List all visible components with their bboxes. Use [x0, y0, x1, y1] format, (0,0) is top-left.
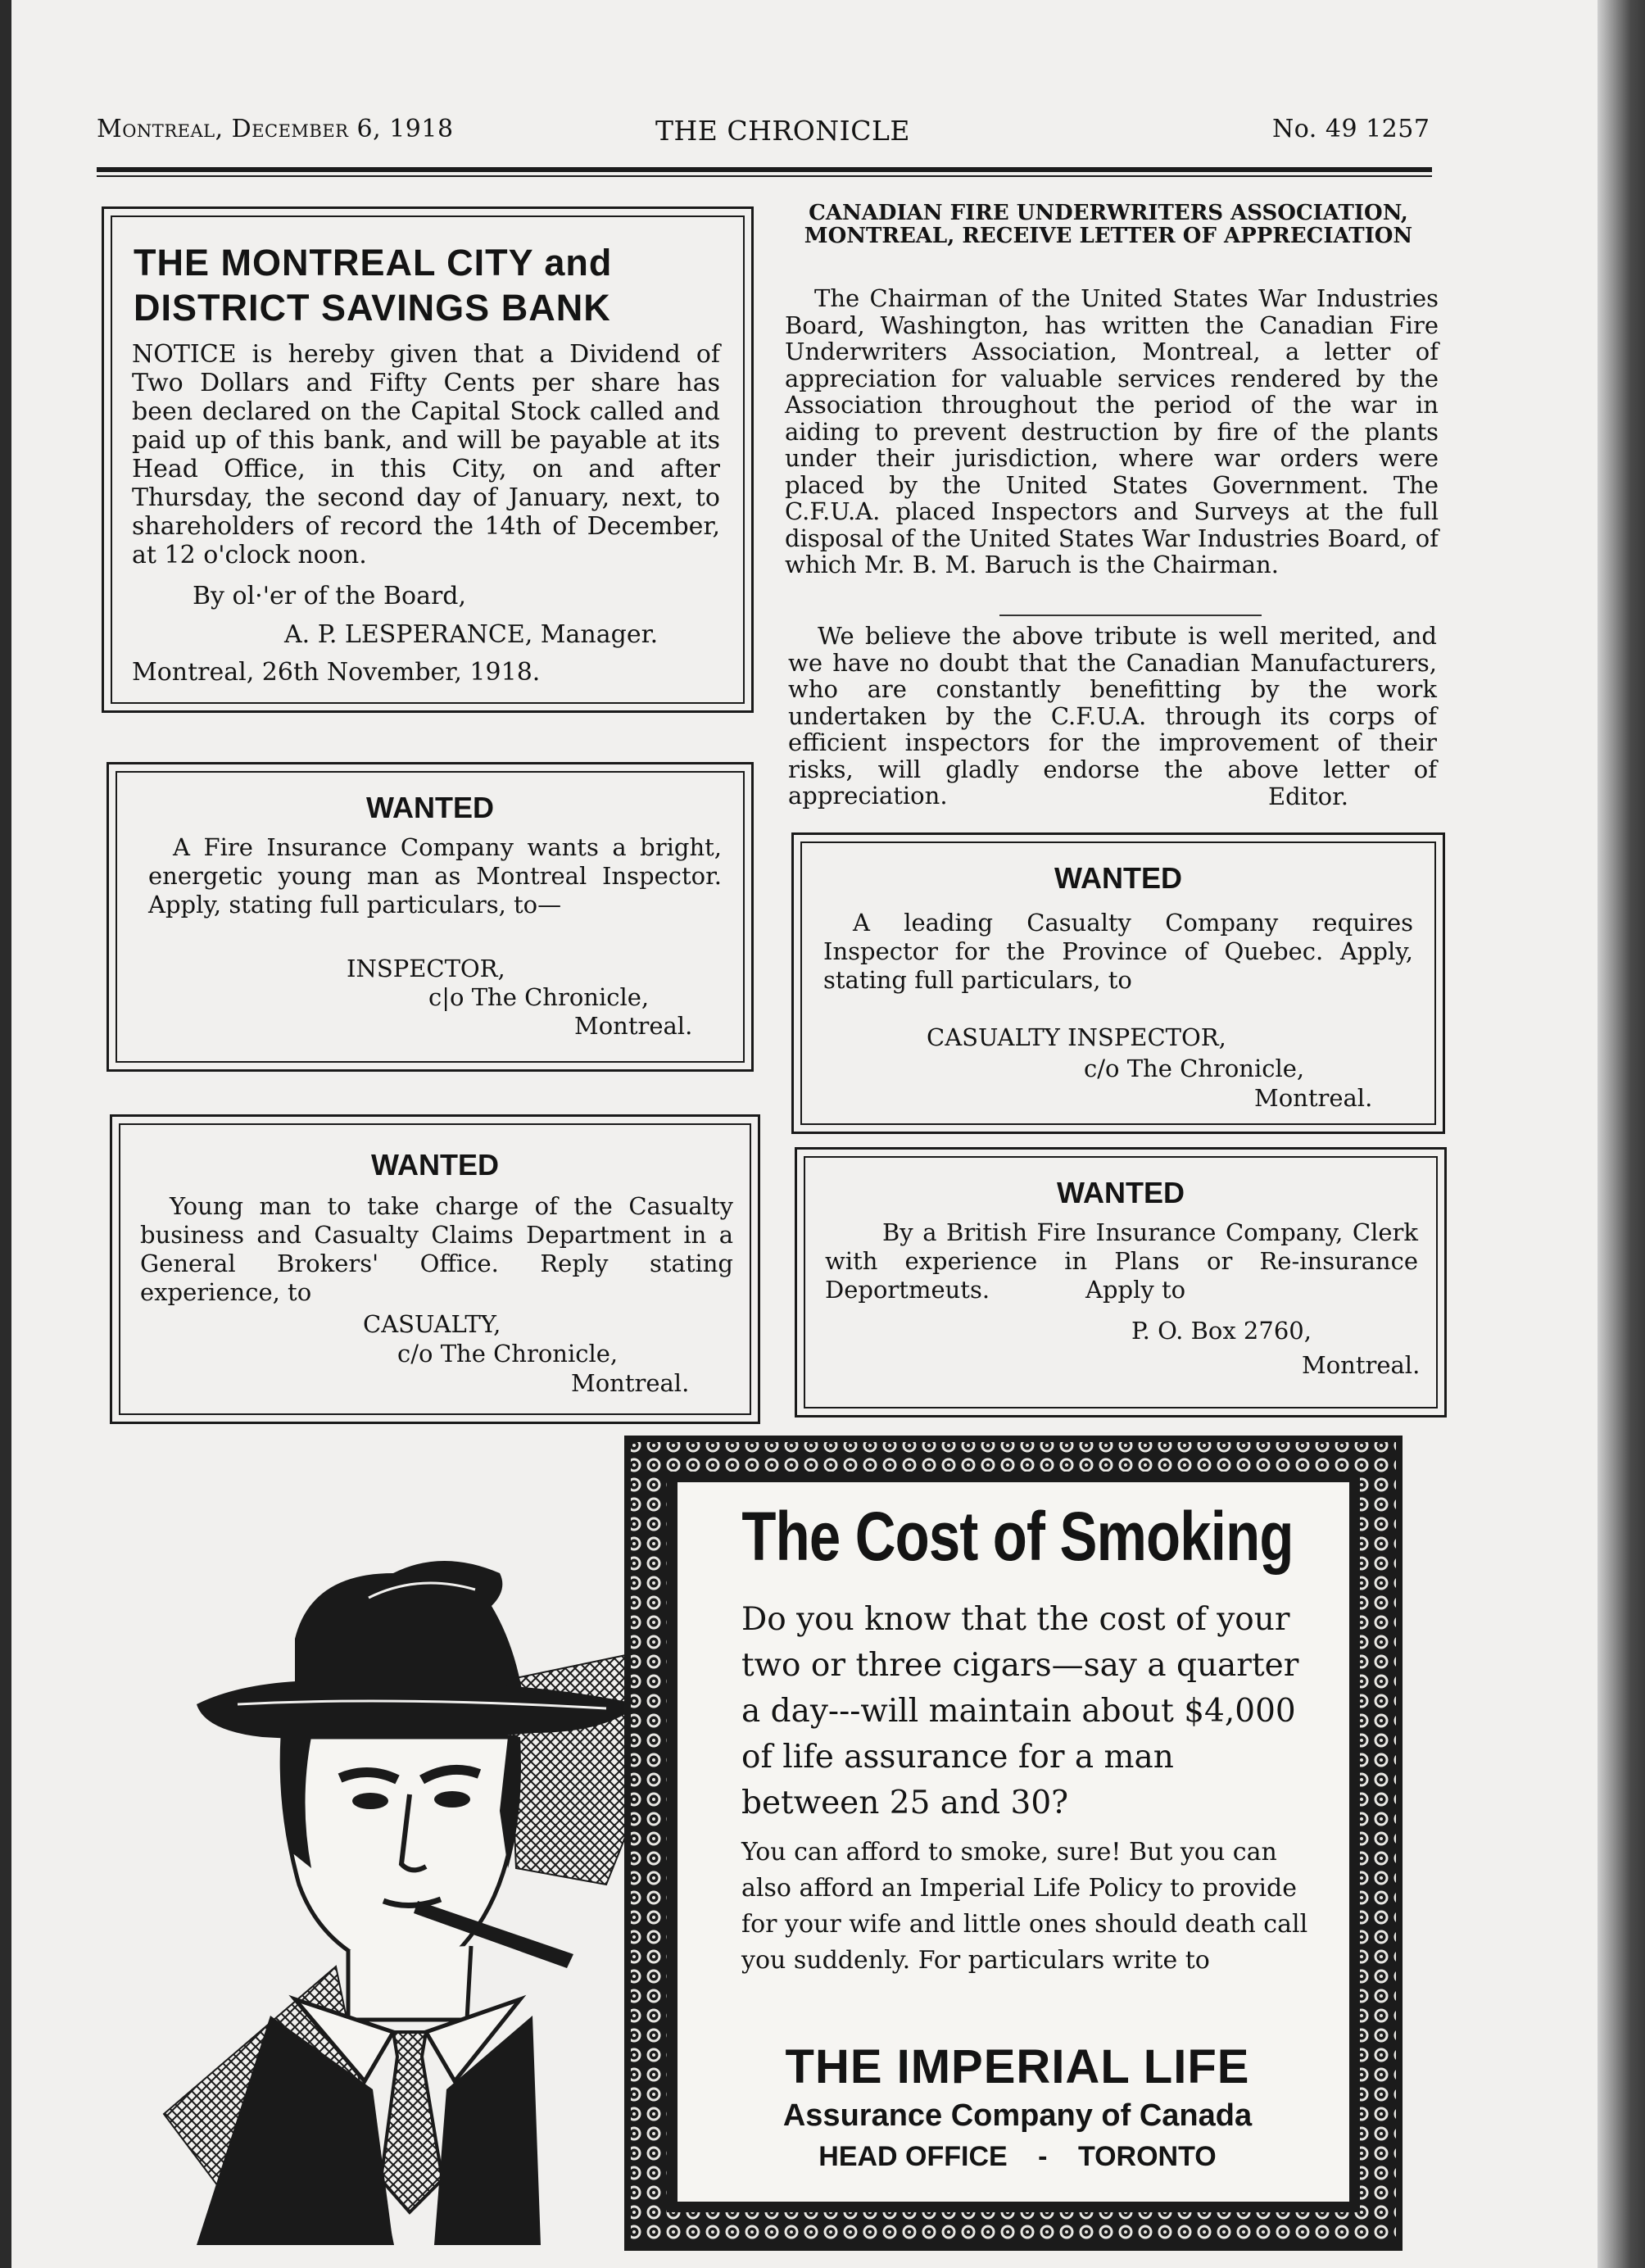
article-signoff: Editor. — [1268, 782, 1349, 810]
article-paragraph-1: The Chairman of the United States War Industries Board, Washington, has written the Canadian Fire Underwriters Association, Montreal, a letter of appreciation for valuable services rendered by the Association throughout the period of the war in aiding to prevent destruction by fire of the plants under their jurisdiction, where war orders were placed by the United States Government. The C.F.U.A. placed Inspectors and Surveys at the full disposal of the United States War Industries Board, of which Mr. B. M. Baruch is the Chairman. — [785, 284, 1439, 578]
wanted-1-addr3: Montreal. — [574, 1012, 693, 1040]
page-right-edge — [1597, 0, 1645, 2268]
bank-by-order: By ol·'er of the Board, — [193, 582, 467, 610]
bank-title-line2: DISTRICT SAVINGS BANK — [134, 287, 611, 329]
wanted-2-addr1: CASUALTY, — [363, 1310, 501, 1338]
wanted-3-addr3: Montreal. — [1254, 1084, 1373, 1112]
wanted-1-body: A Fire Insurance Company wants a bright, energetic young man as Montreal Inspector. Apply, stating full particulars, to— — [148, 833, 722, 919]
wanted-1-title: WANTED — [366, 791, 494, 824]
imperial-life-company-name: THE IMPERIAL LIFE — [785, 2040, 1250, 2093]
bank-notice-body: NOTICE is hereby given that a Dividend of Two Dollars and Fifty Cents per share has been declared on the Capital Stock called and paid up of this bank, and will be payable at its Head Office, in this City, on and after Thursday, the second day of January, next, to shareholders of record the 14th of December, at 12 o'clock noon. — [132, 340, 720, 569]
wanted-4-addr2: Montreal. — [1302, 1351, 1421, 1379]
wanted-ad-casualty — [110, 1114, 760, 1424]
imperial-life-ad-frame — [624, 1436, 1403, 2251]
wanted-2-title: WANTED — [371, 1148, 499, 1182]
page-left-edge — [0, 0, 11, 2268]
imperial-life-ad-panel — [673, 1478, 1353, 2206]
head-office-separator: - — [1038, 2141, 1048, 2172]
wanted-2-addr3: Montreal. — [571, 1369, 690, 1397]
article-divider — [999, 615, 1262, 616]
wanted-2-body: Young man to take charge of the Casualty business and Casualty Claims Department in a General Brokers' Office. Reply stating experience, to — [140, 1192, 733, 1306]
header-rule-thin — [97, 175, 1432, 177]
wanted-ad-casualty-inspector — [791, 832, 1445, 1134]
wanted-4-apply: Apply to — [1085, 1276, 1186, 1304]
imperial-life-company-sub: Assurance Company of Canada — [782, 2098, 1253, 2133]
cost-of-smoking-title: The Cost of Smoking — [741, 1498, 1294, 1575]
head-office-city: TORONTO — [1077, 2141, 1217, 2172]
header-left: Montreal, December 6, 1918 — [97, 115, 454, 143]
wanted-ad-inspector — [106, 762, 754, 1072]
article-paragraph-2: We believe the above tribute is well merited, and we have no doubt that the Canadian Manufacturers, who are constantly benefitting by the work undertaken by the C.F.U.A. through its corps of efficient inspectors for the improvement of their risks, will gladly endorse the above letter of appreciation. — [788, 622, 1437, 810]
wanted-4-title: WANTED — [1057, 1176, 1185, 1209]
bank-notice-box — [102, 206, 754, 713]
article-heading: CANADIAN FIRE UNDERWRITERS ASSOCIATION, MONTREAL, RECEIVE LETTER OF APPRECIATION — [804, 201, 1413, 248]
head-office-label: HEAD OFFICE — [818, 2141, 1008, 2172]
bank-title-line1: THE MONTREAL CITY and — [134, 242, 613, 284]
wanted-1-addr1: INSPECTOR, — [347, 955, 505, 982]
wanted-ad-clerk — [795, 1147, 1447, 1418]
bank-date: Montreal, 26th November, 1918. — [132, 658, 541, 687]
imperial-life-head-office-line — [677, 2141, 1357, 2173]
header-rule — [97, 167, 1432, 172]
cost-of-smoking-pitch: You can afford to smoke, sure! But you can also afford an Imperial Life Policy to provide for your wife and little ones should death call you suddenly. For particulars write to — [741, 1838, 1308, 1975]
header-right: No. 49 1257 — [1272, 115, 1430, 143]
wanted-4-body: By a British Fire Insurance Company, Clerk with experience in Plans or Re-insurance Deportmeuts. — [825, 1218, 1418, 1304]
wanted-3-title: WANTED — [1054, 861, 1182, 895]
wanted-2-addr2: c/o The Chronicle, — [397, 1340, 619, 1368]
wanted-4-addr1: P. O. Box 2760, — [1131, 1317, 1312, 1345]
wanted-3-body: A leading Casualty Company requires Inspector for the Province of Quebec. Apply, stating full particulars, to — [823, 909, 1413, 994]
wanted-3-addr2: c/o The Chronicle, — [1084, 1055, 1305, 1082]
header-center: THE CHRONICLE — [655, 115, 910, 147]
wanted-3-addr1: CASUALTY INSPECTOR, — [927, 1023, 1226, 1051]
cost-of-smoking-question: Do you know that the cost of your two or three cigars—say a quarter a day---will maintain about $4,000 of life assurance for a man between 25 and 30? — [741, 1601, 1299, 1821]
bank-manager: A. P. LESPERANCE, Manager. — [284, 620, 659, 649]
bank-title — [134, 240, 723, 330]
wanted-1-addr2: c|o The Chronicle, — [428, 983, 650, 1011]
